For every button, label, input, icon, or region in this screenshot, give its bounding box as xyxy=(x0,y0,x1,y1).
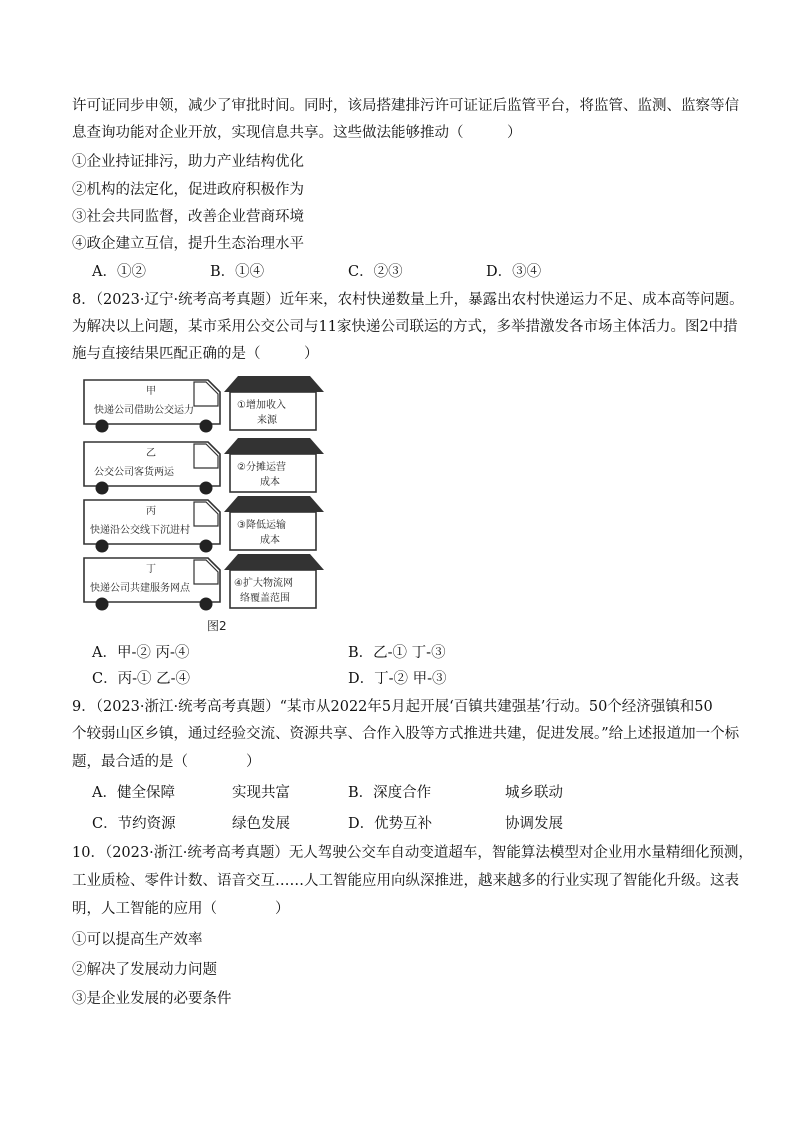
q9-option-b-part-2[interactable]: 城乡联动 xyxy=(505,785,563,801)
q7-item-3: ③社会共同监督，改善企业营商环境 xyxy=(72,209,304,225)
figure-2 xyxy=(82,372,327,637)
q9-stem-line-2: 个较弱山区乡镇，通过经验交流、资源共享、合作入股等方式推进共建，促进发展。”给上述报道加一个标 xyxy=(72,726,740,742)
q8-stem-line-3: 施与直接结果匹配正确的是（ ） xyxy=(72,346,319,362)
q9-option-b-part-1[interactable]: B．深度合作 xyxy=(348,785,432,801)
q9-option-d-part-1[interactable]: D．优势互补 xyxy=(348,816,433,832)
q10-stem-line-2: 工业质检、零件计数、语音交互……人工智能应用向纵深推进，越来越多的行业实现了智能化升级。这表 xyxy=(72,873,739,889)
q9-stem-line-1: 9．（2023·浙江·统考高考真题）“某市从2022年5月起开展‘百镇共建强基’行动。50个经济强镇和50 xyxy=(72,699,713,715)
truck-bing xyxy=(84,500,220,553)
house-1-line-2: 来源 xyxy=(257,415,277,426)
house-3 xyxy=(224,496,324,550)
truck-jia xyxy=(84,380,220,433)
q7-stem-line-1: 许可证同步申领，减少了审批时间。同时，该局搭建排污许可证证后监管平台，将监管、监测、监察等信 xyxy=(72,98,739,114)
q7-option-b[interactable]: B．①④ xyxy=(210,264,265,280)
q9-option-a-part-1[interactable]: A．健全保障 xyxy=(92,785,175,801)
truck-yi-tag: 乙 xyxy=(146,448,156,459)
truck-ding-text: 快递公司共建服务网点 xyxy=(90,583,190,594)
truck-ding-tag: 丁 xyxy=(146,564,156,575)
truck-jia-tag: 甲 xyxy=(146,386,156,397)
q9-option-c-part-1[interactable]: C．节约资源 xyxy=(92,816,176,832)
q10-item-3: ③是企业发展的必要条件 xyxy=(72,991,232,1007)
q10-stem-line-1: 10．（2023·浙江·统考高考真题）无人驾驶公交车自动变道超车，智能算法模型对企业用水量精细化预测， xyxy=(72,845,753,861)
truck-bing-tag: 丙 xyxy=(146,506,156,517)
q8-option-d[interactable]: D．丁-② 甲-③ xyxy=(348,671,447,687)
q7-item-4: ④政企建立互信，提升生态治理水平 xyxy=(72,236,304,252)
q7-item-2: ②机构的法定化，促进政府积极作为 xyxy=(72,182,304,198)
q7-option-c[interactable]: C．②③ xyxy=(348,264,403,280)
q10-stem-line-3: 明，人工智能的应用（ ） xyxy=(72,901,290,917)
q8-stem-line-2: 为解决以上问题，某市采用公交公司与11家快递公司联运的方式，多举措激发各市场主体活力。图2中措 xyxy=(72,319,738,335)
house-1-line-1: ①增加收入 xyxy=(237,400,286,411)
truck-bing-text: 快递沿公交线下沉进村 xyxy=(90,525,190,536)
q8-option-c[interactable]: C．丙-① 乙-④ xyxy=(92,671,191,687)
truck-yi xyxy=(84,442,220,495)
house-1 xyxy=(224,376,324,430)
house-2 xyxy=(224,438,324,492)
house-3-line-1: ③降低运输 xyxy=(237,520,286,531)
q8-option-a[interactable]: A．甲-② 丙-④ xyxy=(92,645,190,661)
q7-stem-line-2: 息查询功能对企业开放，实现信息共享。这些做法能够推动（ ） xyxy=(72,125,522,141)
q10-item-1: ①可以提高生产效率 xyxy=(72,932,203,948)
q9-option-a-part-2[interactable]: 实现共富 xyxy=(232,785,290,801)
house-4-line-2: 络覆盖范围 xyxy=(240,593,290,604)
truck-yi-text: 公交公司客货两运 xyxy=(94,467,174,478)
q7-option-a[interactable]: A．①② xyxy=(92,264,146,280)
house-2-line-2: 成本 xyxy=(260,477,280,488)
q9-option-c-part-2[interactable]: 绿色发展 xyxy=(232,816,290,832)
figure-2-drawing xyxy=(82,372,327,637)
truck-jia-text: 快递公司借助公交运力 xyxy=(94,405,194,416)
truck-ding xyxy=(84,558,220,611)
q7-option-d[interactable]: D．③④ xyxy=(486,264,542,280)
figure-2-caption: 图2 xyxy=(207,619,227,633)
house-4 xyxy=(224,554,324,608)
q7-item-1: ①企业持证排污，助力产业结构优化 xyxy=(72,154,304,170)
house-3-line-2: 成本 xyxy=(260,535,280,546)
q8-stem-line-1: 8．（2023·辽宁·统考高考真题）近年来，农村快递数量上升，暴露出农村快递运力不足、成本高等问题。 xyxy=(72,292,744,308)
q8-option-b[interactable]: B．乙-① 丁-③ xyxy=(348,645,446,661)
q9-option-d-part-2[interactable]: 协调发展 xyxy=(505,816,563,832)
q10-item-2: ②解决了发展动力问题 xyxy=(72,962,217,978)
house-4-line-1: ④扩大物流网 xyxy=(234,578,293,589)
house-2-line-1: ②分摊运营 xyxy=(237,462,286,473)
q9-stem-line-3: 题，最合适的是（ ） xyxy=(72,754,261,770)
